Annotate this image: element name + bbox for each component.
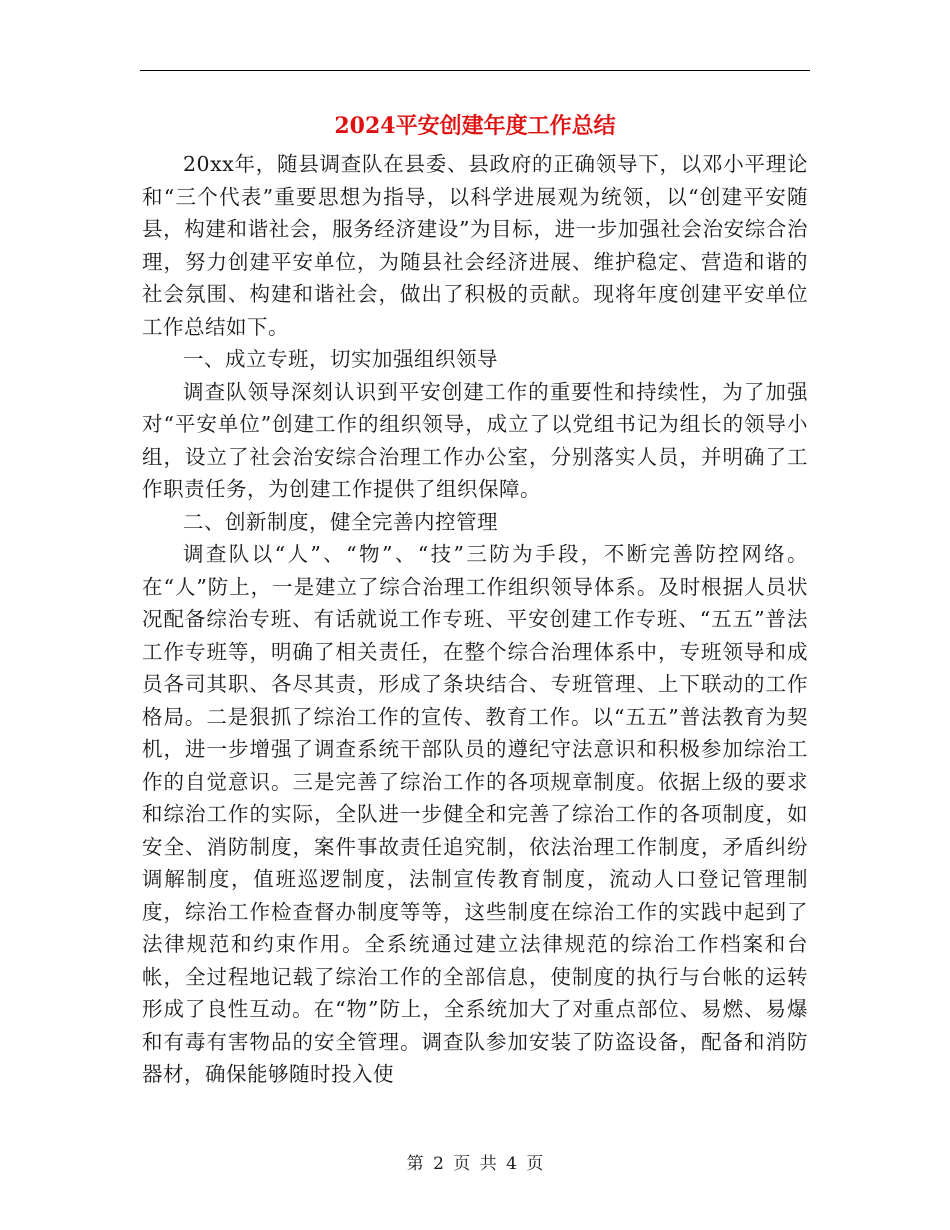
section-heading-2: 二、创新制度，健全完善内控管理: [183, 509, 498, 534]
intro-paragraph: 20xx年，随县调查队在县委、县政府的正确领导下，以邓小平理论和“三个代表”重要思想为指导，以科学进展观为统领，以“创建平安随县，构建和谐社会，服务经济建设”为目标，进一步加强社会治安综合治理，努力创建平安单位，为随县社会经济进展、维护稳定、营造和谐的社会氛围、构建和谐社会，做出了积极的贡献。现将年度创建平安单位工作总结如下。: [142, 152, 808, 339]
document-body: [142, 148, 808, 1091]
document-title: 2024平安创建年度工作总结: [334, 113, 616, 139]
page-number: 第 2 页 共 4 页: [406, 1154, 544, 1174]
section-2-paragraph: 调查队以“人”、“物”、“技”三防为手段，不断完善防控网络。在“人”防上，一是建立了综合治理工作组织领导体系。及时根据人员状况配备综治专班、有话就说工作专班、平安创建工作专班、“五五”普法工作专班等，明确了相关责任，在整个综合治理体系中，专班领导和成员各司其职、各尽其责，形成了条块结合、专班管理、上下联动的工作格局。二是狠抓了综治工作的宣传、教育工作。以“五五”普法教育为契机，进一步增强了调查系统干部队员的遵纪守法意识和积极参加综治工作的自觉意识。三是完善了综治工作的各项规章制度。依据上级的要求和综治工作的实际，全队进一步健全和完善了综治工作的各项制度，如安全、消防制度，案件事故责任追究制，依法治理工作制度，矛盾纠纷调解制度，值班巡逻制度，法制宣传教育制度，流动人口登记管理制度，综治工作检查督办制度等等，这些制度在综治工作的实践中起到了法律规范和约束作用。全系统通过建立法律规范的综治工作档案和台帐，全过程地记载了综治工作的全部信息，使制度的执行与台帐的运转形成了良性互动。在“物”防上，全系统加大了对重点部位、易燃、易爆和有毒有害物品的安全管理。调查队参加安装了防盗设备，配备和消防器材，确保能够随时投入使: [142, 542, 808, 1086]
header-rule: [140, 70, 810, 71]
section-1-paragraph: 调查队领导深刻认识到平安创建工作的重要性和持续性，为了加强对“平安单位”创建工作的组织领导，成立了以党组书记为组长的领导小组，设立了社会治安综合治理工作办公室，分别落实人员，并明确了工作职责任务，为创建工作提供了组织保障。: [142, 379, 808, 501]
section-heading-1: 一、成立专班，切实加强组织领导: [183, 347, 498, 371]
